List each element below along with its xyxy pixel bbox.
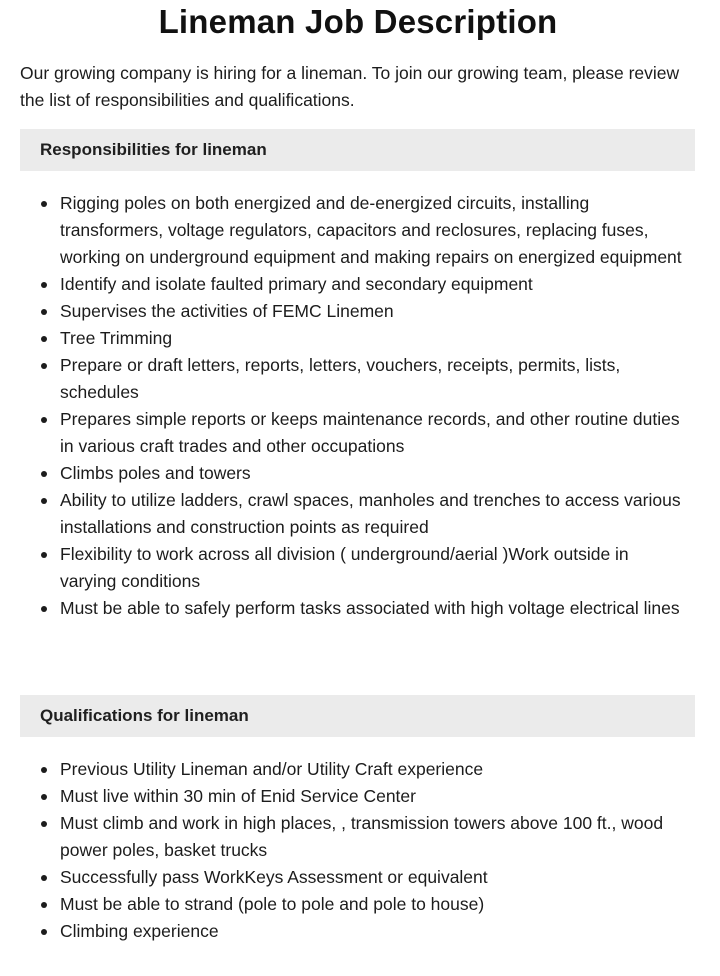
responsibility-item: Prepare or draft letters, reports, letters, vouchers, receipts, permits, lists, schedules	[20, 352, 684, 406]
intro-paragraph: Our growing company is hiring for a lineman. To join our growing team, please review the list of responsibilities and qualifications.	[20, 63, 680, 110]
responsibility-item: Tree Trimming	[20, 325, 684, 352]
responsibility-item: Climbs poles and towers	[20, 460, 684, 487]
qualification-item: Successfully pass WorkKeys Assessment or equivalent	[20, 864, 684, 891]
page-title: Lineman Job Description	[158, 3, 558, 40]
qualification-item: Previous Utility Lineman and/or Utility Craft experience	[20, 756, 684, 783]
qualification-item: Must climb and work in high places, , transmission towers above 100 ft., wood power poles, basket trucks	[20, 810, 684, 864]
responsibility-item: Supervises the activities of FEMC Linemen	[20, 298, 684, 325]
responsibility-item: Identify and isolate faulted primary and secondary equipment	[20, 271, 684, 298]
responsibility-item: Must be able to safely perform tasks associated with high voltage electrical lines	[20, 595, 684, 622]
responsibility-item: Rigging poles on both energized and de-energized circuits, installing transformers, voltage regulators, capacitors and reclosures, replacing fuses, working on underground equipment and making repairs on energized equipment	[20, 190, 684, 271]
qualification-item: Must live within 30 min of Enid Service Center	[20, 783, 684, 810]
responsibility-item: Ability to utilize ladders, crawl spaces, manholes and trenches to access various installations and construction points as required	[20, 487, 684, 541]
qualifications-list	[20, 756, 684, 945]
responsibility-item: Flexibility to work across all division ( underground/aerial )Work outside in varying conditions	[20, 541, 684, 595]
responsibility-item: Prepares simple reports or keeps maintenance records, and other routine duties in various craft trades and other occupations	[20, 406, 684, 460]
qualification-item: Must be able to strand (pole to pole and pole to house)	[20, 891, 684, 918]
responsibilities-list	[20, 190, 684, 622]
qualifications-header: Qualifications for lineman	[20, 695, 695, 737]
responsibilities-header: Responsibilities for lineman	[20, 129, 695, 171]
qualification-item: Climbing experience	[20, 918, 684, 945]
